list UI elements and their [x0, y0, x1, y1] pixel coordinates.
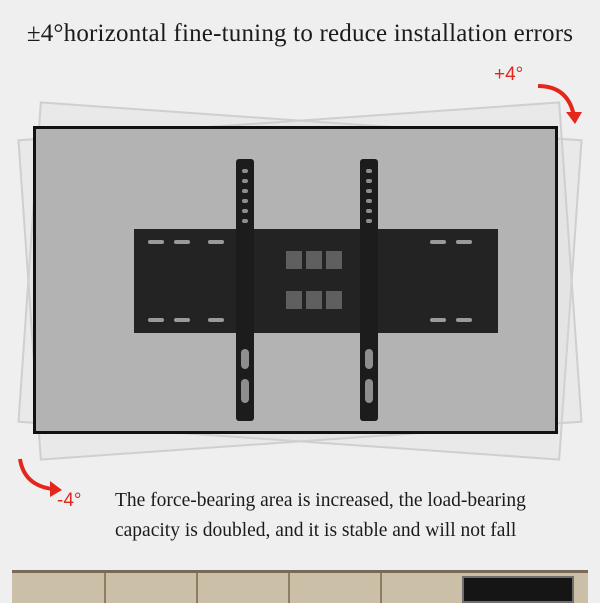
tv-wall-mount-bracket [36, 129, 555, 431]
tv-frame [33, 126, 558, 434]
cabinet-panel [196, 573, 290, 603]
cabinet-panel [12, 573, 106, 603]
tv-screen-corner [462, 576, 574, 603]
tv-cabinet [12, 570, 588, 603]
angle-label-negative: -4° [57, 490, 82, 511]
wall-plate [134, 229, 498, 333]
headline: ±4°horizontal fine-tuning to reduce installation errors [26, 20, 574, 47]
curved-arrow-cw-icon [530, 76, 586, 126]
caption [115, 486, 526, 546]
caption-line-1: The force-bearing area is increased, the load-bearing [115, 490, 526, 511]
angle-label-positive: +4° [494, 64, 524, 85]
caption-line-2: capacity is doubled, and it is stable and will not fall [115, 520, 517, 541]
cabinet-panel [104, 573, 198, 603]
cabinet-panel [288, 573, 382, 603]
